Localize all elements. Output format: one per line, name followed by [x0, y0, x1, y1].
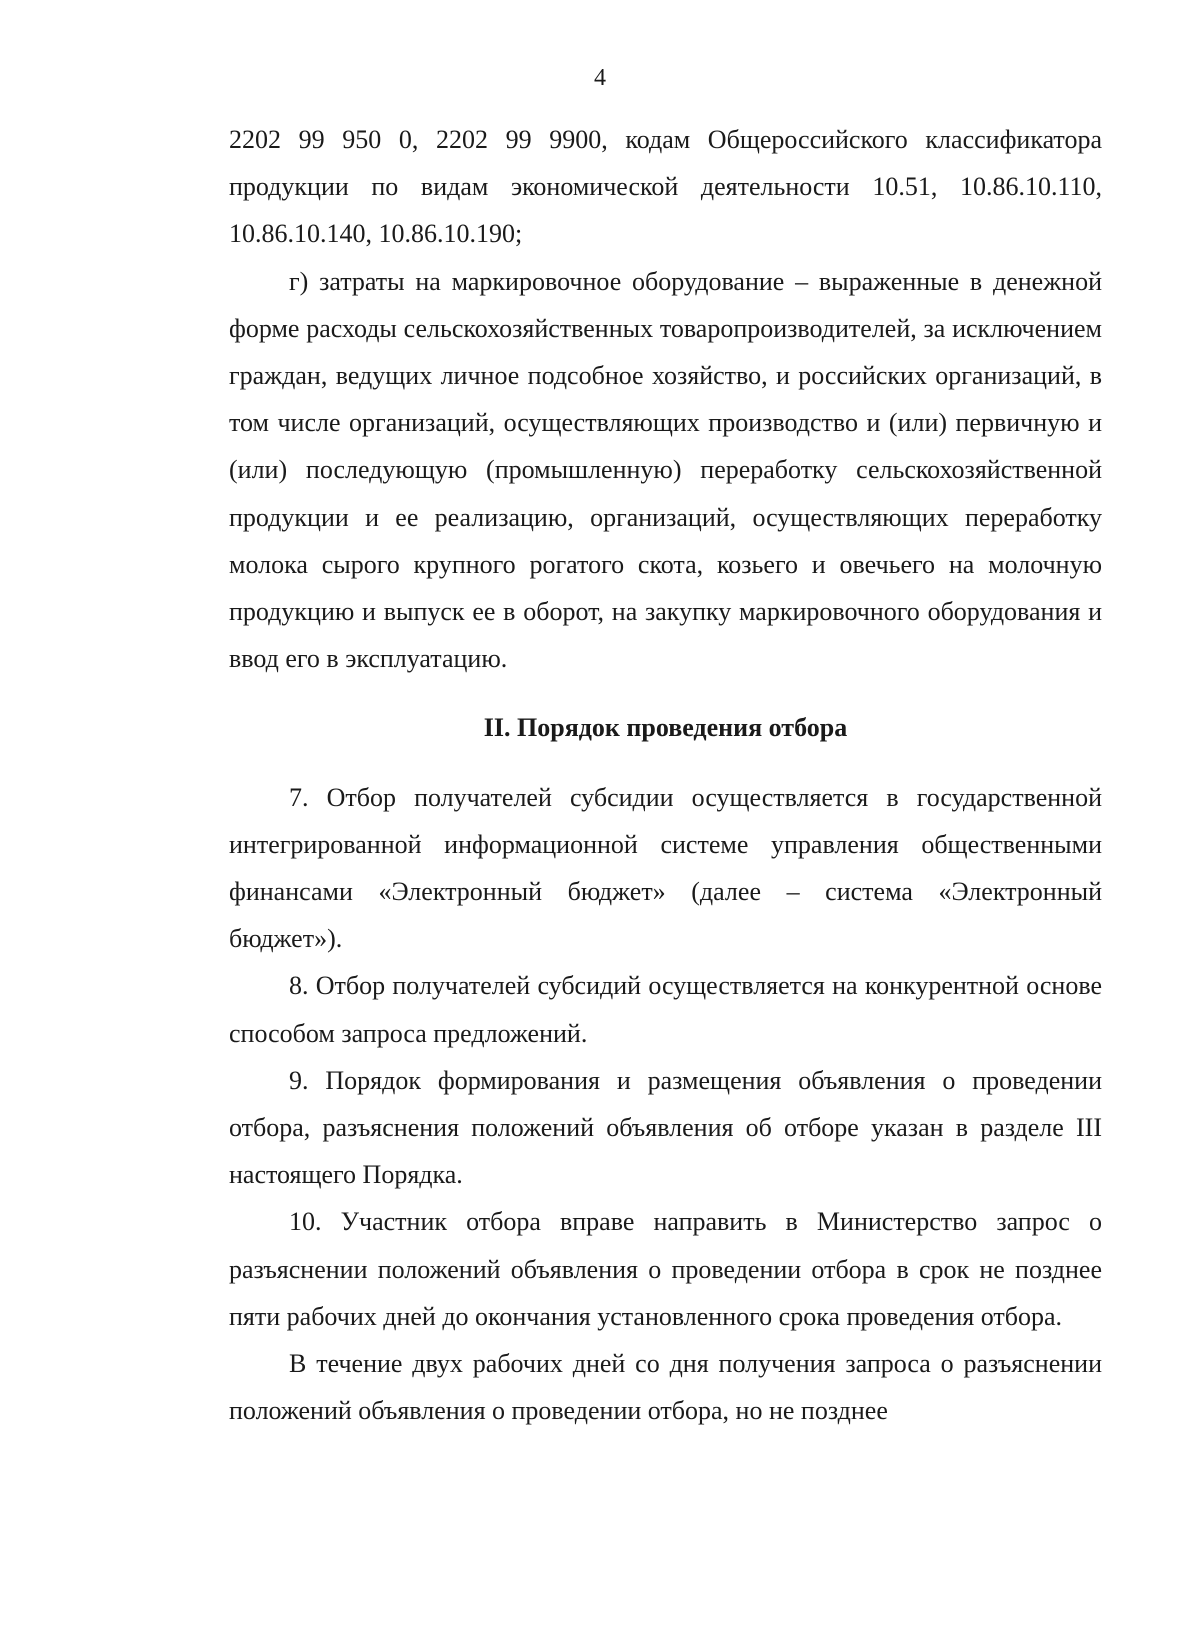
document-body	[229, 116, 1102, 1434]
paragraph-7: 7. Отбор получателей субсидии осуществляется в государственной интегрированной информационной системе управления общественными финансами «Электронный бюджет» (далее – система «Электронный бюджет»).	[229, 782, 1102, 954]
paragraph-11: В течение двух рабочих дней со дня получения запроса о разъяснении положений объявления о проведении отбора, но не позднее	[229, 1349, 1102, 1426]
paragraph-8: 8. Отбор получателей субсидий осуществляется на конкурентной основе способом запроса предложений.	[229, 971, 1102, 1048]
paragraph-marking-equipment-costs: г) затраты на маркировочное оборудование – выраженные в денежной форме расходы сельскохозяйственных товаропроизводителей, за исключением граждан, ведущих личное подсобное хозяйство, и российских организаций, в том числе организаций, осуществляющих производство и (или) первичную и (или) последующую (промышленную) переработку сельскохозяйственной продукции и ее реализацию, организаций, осуществляющих переработку молока сырого крупного рогатого скота, козьего и овечьего на молочную продукцию и выпуск ее в оборот, на закупку маркировочного оборудования и ввод его в эксплуатацию.	[229, 266, 1102, 674]
page-number: 4	[594, 65, 606, 91]
paragraph-9: 9. Порядок формирования и размещения объявления о проведении отбора, разъяснения положений объявления об отборе указан в разделе III настоящего Порядка.	[229, 1065, 1102, 1190]
paragraph-codes-continuation: 2202 99 950 0, 2202 99 9900, кодам Общероссийского классификатора продукции по видам экономической деятельности 10.51, 10.86.10.110, 10.86.10.140, 10.86.10.190;	[229, 125, 1102, 249]
section-title: II. Порядок проведения отбора	[483, 713, 848, 743]
paragraph-10: 10. Участник отбора вправе направить в Министерство запрос о разъяснении положений объявления о проведении отбора в срок не позднее пяти рабочих дней до окончания установленного срока проведения отбора.	[229, 1207, 1102, 1331]
